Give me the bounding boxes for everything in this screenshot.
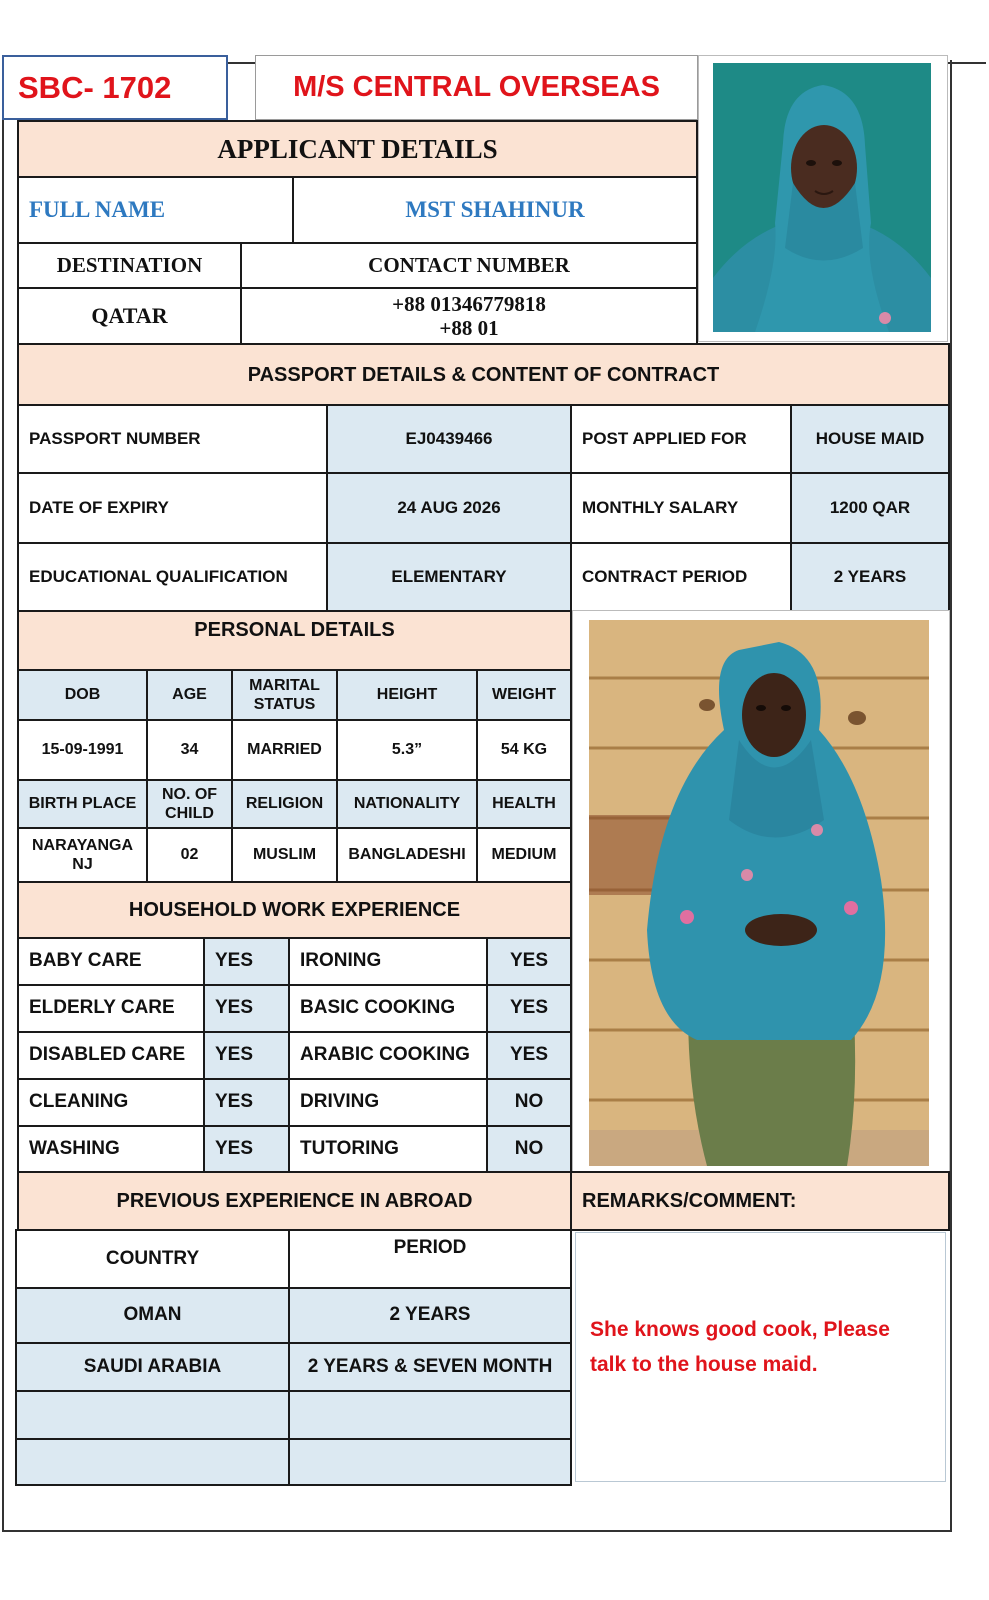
skill-value: YES xyxy=(486,937,572,986)
full-body-photo xyxy=(589,620,929,1166)
skill-label: TUTORING xyxy=(288,1125,488,1173)
skill-label: BASIC COOKING xyxy=(288,984,488,1033)
skill-value: YES xyxy=(203,984,290,1033)
age-header: AGE xyxy=(146,669,233,721)
skill-value: NO xyxy=(486,1078,572,1127)
skill-value: YES xyxy=(203,1078,290,1127)
top-rule xyxy=(228,62,256,64)
country-header: COUNTRY xyxy=(15,1229,290,1289)
weight-value: 54 KG xyxy=(476,719,572,781)
passport-number-value: EJ0439466 xyxy=(326,404,572,474)
abroad-country: OMAN xyxy=(15,1287,290,1344)
religion-value: MUSLIM xyxy=(231,827,338,883)
education-value: ELEMENTARY xyxy=(326,542,572,612)
portrait-photo xyxy=(713,63,931,332)
contact-number-line1: +88 01346779818 xyxy=(392,291,546,316)
full-name-label: FULL NAME xyxy=(17,176,294,244)
skill-value: YES xyxy=(203,1031,290,1080)
remarks-title: REMARKS/COMMENT: xyxy=(570,1171,950,1231)
skill-label: IRONING xyxy=(288,937,488,986)
remarks-line2: talk to the house maid. xyxy=(590,1353,818,1376)
skill-label: ARABIC COOKING xyxy=(288,1031,488,1080)
abroad-period: 2 YEARS & SEVEN MONTH xyxy=(288,1342,572,1392)
marital-status-header: MARITAL STATUS xyxy=(231,669,338,721)
remarks-line1: She knows good cook, Please xyxy=(590,1318,890,1341)
dob-value: 15-09-1991 xyxy=(17,719,148,781)
abroad-period xyxy=(288,1438,572,1486)
height-value: 5.3” xyxy=(336,719,478,781)
expiry-date-value: 24 AUG 2026 xyxy=(326,472,572,544)
contract-period-label: CONTRACT PERIOD xyxy=(570,542,792,612)
agency-name: M/S CENTRAL OVERSEAS xyxy=(255,55,698,120)
skill-value: YES xyxy=(486,984,572,1033)
period-header: PERIOD xyxy=(288,1229,572,1289)
dob-header: DOB xyxy=(17,669,148,721)
destination-value: QATAR xyxy=(17,287,242,345)
skill-label: WASHING xyxy=(17,1125,205,1173)
abroad-period: 2 YEARS xyxy=(288,1287,572,1344)
birth-place-value: NARAYANGA NJ xyxy=(17,827,148,883)
monthly-salary-value: 1200 QAR xyxy=(790,472,950,544)
skill-label: ELDERLY CARE xyxy=(17,984,205,1033)
religion-header: RELIGION xyxy=(231,779,338,829)
skill-value: NO xyxy=(486,1125,572,1173)
birth-place-header: BIRTH PLACE xyxy=(17,779,148,829)
remarks-text xyxy=(590,1312,940,1382)
expiry-date-label: DATE OF EXPIRY xyxy=(17,472,328,544)
children-header: NO. OF CHILD xyxy=(146,779,233,829)
nationality-value: BANGLADESHI xyxy=(336,827,478,883)
abroad-section-title: PREVIOUS EXPERIENCE IN ABROAD xyxy=(17,1171,572,1231)
skill-value: YES xyxy=(486,1031,572,1080)
full-name-value: MST SHAHINUR xyxy=(292,176,698,244)
skill-label: DRIVING xyxy=(288,1078,488,1127)
applicant-details-title: APPLICANT DETAILS xyxy=(17,120,698,178)
abroad-country: SAUDI ARABIA xyxy=(15,1342,290,1392)
household-section-title: HOUSEHOLD WORK EXPERIENCE xyxy=(17,881,572,939)
skill-value: YES xyxy=(203,937,290,986)
contact-number-line2: +88 01 xyxy=(439,316,499,340)
weight-header: WEIGHT xyxy=(476,669,572,721)
contract-period-value: 2 YEARS xyxy=(790,542,950,612)
contact-number-value xyxy=(240,287,698,345)
skill-label: CLEANING xyxy=(17,1078,205,1127)
post-applied-label: POST APPLIED FOR xyxy=(570,404,792,474)
abroad-country xyxy=(15,1390,290,1440)
abroad-period xyxy=(288,1390,572,1440)
destination-label: DESTINATION xyxy=(17,242,242,289)
passport-section-title: PASSPORT DETAILS & CONTENT OF CONTRACT xyxy=(17,343,950,406)
monthly-salary-label: MONTHLY SALARY xyxy=(570,472,792,544)
nationality-header: NATIONALITY xyxy=(336,779,478,829)
reference-code: SBC- 1702 xyxy=(2,55,228,120)
education-label: EDUCATIONAL QUALIFICATION xyxy=(17,542,328,612)
passport-number-label: PASSPORT NUMBER xyxy=(17,404,328,474)
personal-details-title: PERSONAL DETAILS xyxy=(17,610,572,671)
health-header: HEALTH xyxy=(476,779,572,829)
marital-status-value: MARRIED xyxy=(231,719,338,781)
skill-label: DISABLED CARE xyxy=(17,1031,205,1080)
skill-label: BABY CARE xyxy=(17,937,205,986)
health-value: MEDIUM xyxy=(476,827,572,883)
age-value: 34 xyxy=(146,719,233,781)
contact-number-label: CONTACT NUMBER xyxy=(240,242,698,289)
height-header: HEIGHT xyxy=(336,669,478,721)
post-applied-value: HOUSE MAID xyxy=(790,404,950,474)
abroad-country xyxy=(15,1438,290,1486)
children-value: 02 xyxy=(146,827,233,883)
skill-value: YES xyxy=(203,1125,290,1173)
top-rule-right xyxy=(946,62,986,64)
